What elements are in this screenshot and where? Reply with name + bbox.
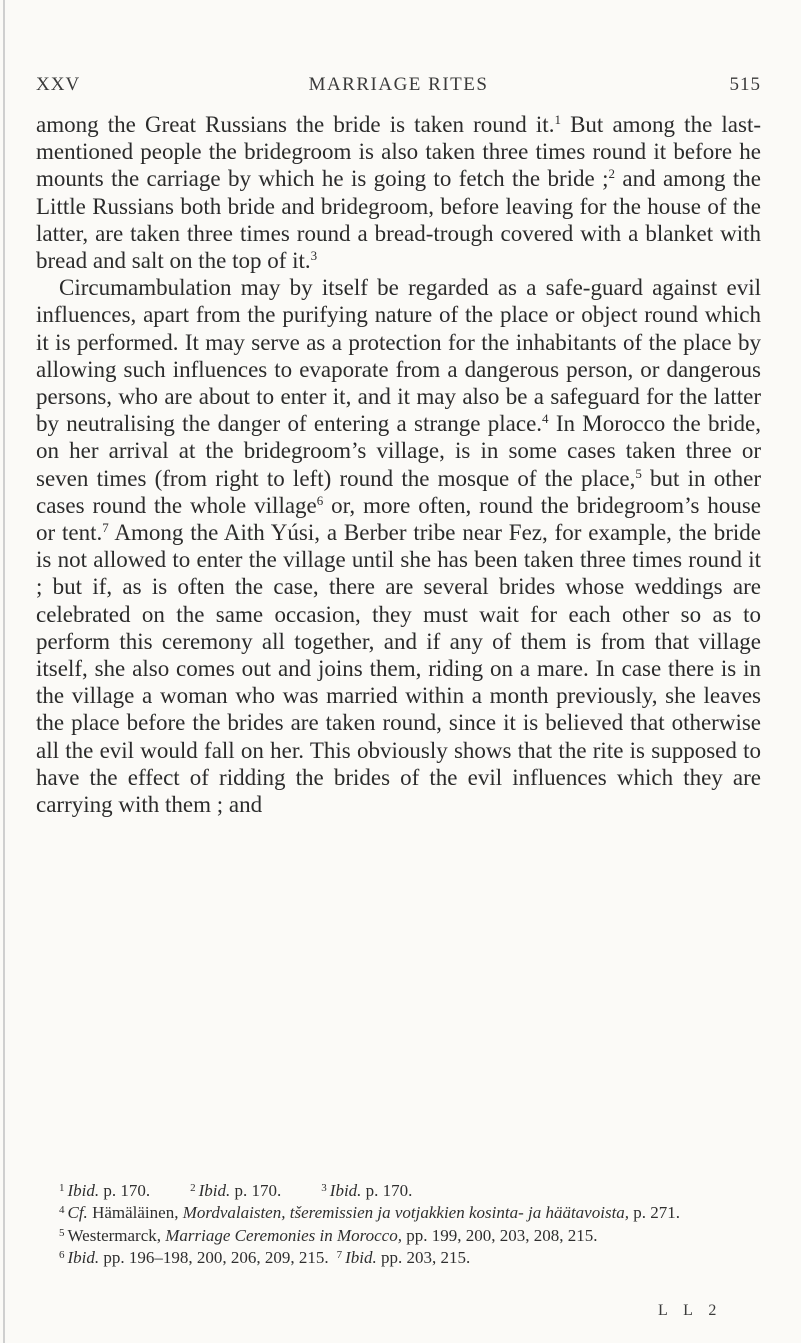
text-run: or, more often, round the bridegroom’s house or tent. bbox=[36, 492, 761, 546]
footnote-ibid: Ibid. bbox=[345, 1248, 377, 1268]
footnote-4 bbox=[36, 1202, 761, 1224]
body-text bbox=[36, 111, 761, 818]
footnote-row-1-3 bbox=[36, 1180, 761, 1202]
signature-mark: L L 2 bbox=[658, 1302, 723, 1319]
footnote-number: 3 bbox=[321, 1182, 327, 1194]
footnote-ref: 3 bbox=[310, 248, 318, 264]
footnote-page: p. 170. bbox=[230, 1181, 282, 1200]
footnote-author: Westermarck, bbox=[67, 1225, 166, 1245]
footnote-title: Mordvalaisten, tšeremissien ja votjakkien kosinta- ja häätavoista, bbox=[182, 1203, 630, 1223]
text-run: but in other cases round the whole village bbox=[36, 465, 761, 518]
footnote-author: Hämäläinen, bbox=[87, 1203, 183, 1223]
footnote-ibid: Ibid. bbox=[67, 1181, 100, 1200]
footnote-ibid: Ibid. bbox=[67, 1248, 100, 1268]
footnote-cf: Cf. bbox=[67, 1203, 88, 1223]
paragraph-circumambulation bbox=[36, 274, 761, 818]
footnote-ibid: Ibid. bbox=[198, 1181, 231, 1200]
footnote-page: p. 170. bbox=[99, 1181, 151, 1200]
text-run: Among the Aith Yúsi, a Berber tribe near Fez, for example, the bride is not allowed to enter the village until she has been taken three times round it ; but if, as is often the case, there are several brides whose weddings are celebrated on the same occasion, they must wait for each other so as to perform this ceremony all together, and if any of them is from that village itself, she also comes out and joins them, riding on a mare. In case there is in the village a woman who was married within a month previously, she leaves the place before the brides are taken round, since it is believed that otherwise all the evil would fall on her. This obviously shows that the rite is supposed to have the effect of ridding the brides of the evil influences which they are carrying with them ; and bbox=[36, 520, 761, 818]
text-run: In Morocco the bride, on her arrival at the bridegroom’s village, is in some cases taken three or seven times (from right to left) round the mosque of the place, bbox=[36, 411, 762, 491]
footnote-number: 5 bbox=[59, 1226, 65, 1239]
footnote-page: pp. 196–198, 200, 206, 209, 215. bbox=[99, 1248, 329, 1268]
footnote-number: 6 bbox=[59, 1249, 65, 1262]
footnote-number: 4 bbox=[59, 1204, 65, 1217]
footnote-number: 7 bbox=[336, 1249, 343, 1262]
text-run: But among the last-mentioned people the bridegroom is also taken three times round it before he mounts the carriage by which he is going to fetch the bride ; bbox=[36, 112, 762, 192]
footnote-ref: 4 bbox=[542, 411, 549, 427]
text-run: and among the Little Russians both bride and bridegroom, before leaving for the house of the latter, are taken three times round a bread-trough covered with a blanket with bread and salt on the top of it. bbox=[36, 166, 761, 274]
footnote-5 bbox=[36, 1225, 761, 1247]
footnote-page: pp. 199, 200, 203, 208, 215. bbox=[401, 1225, 598, 1245]
footnote-title: Marriage Ceremonies in Morocco, bbox=[165, 1225, 402, 1245]
running-title: MARRIAGE RITES bbox=[308, 74, 489, 95]
chapter-number: XXV bbox=[36, 74, 81, 95]
footnote-ref: 2 bbox=[608, 166, 615, 182]
footnote-ibid: Ibid. bbox=[329, 1181, 362, 1200]
page-number: 515 bbox=[729, 74, 761, 95]
text-run: among the Great Russians the bride is taken round it. bbox=[36, 112, 555, 137]
footnote-ref: 5 bbox=[635, 465, 642, 481]
running-head bbox=[36, 74, 761, 104]
footnote-number: 2 bbox=[190, 1182, 196, 1194]
text-run: Circumambulation may by itself be regarded as a safe-guard against evil influences, apart from the purifying nature of the place or object round which it is performed. It may serve as a protection for the inhabitants of the place by allowing such influences to evaporate from a dangerous person, or dangerous persons, who are about to enter it, and it may also be a safeguard for the latter by neutralising the danger of entering a strange place. bbox=[36, 275, 761, 437]
footnote-ref: 7 bbox=[102, 520, 109, 536]
footnotes bbox=[36, 1180, 761, 1270]
footnote-page: pp. 203, 215. bbox=[376, 1248, 471, 1268]
footnote-number: 1 bbox=[59, 1182, 65, 1194]
footnote-page: p. 271. bbox=[629, 1203, 681, 1223]
footnote-6-7 bbox=[36, 1247, 761, 1269]
footnote-ref: 6 bbox=[316, 492, 324, 508]
footnote-ref: 1 bbox=[554, 112, 561, 127]
page-edge-line bbox=[3, 0, 5, 1343]
footnote-page: p. 170. bbox=[361, 1181, 413, 1200]
paragraph-continued bbox=[36, 111, 761, 274]
